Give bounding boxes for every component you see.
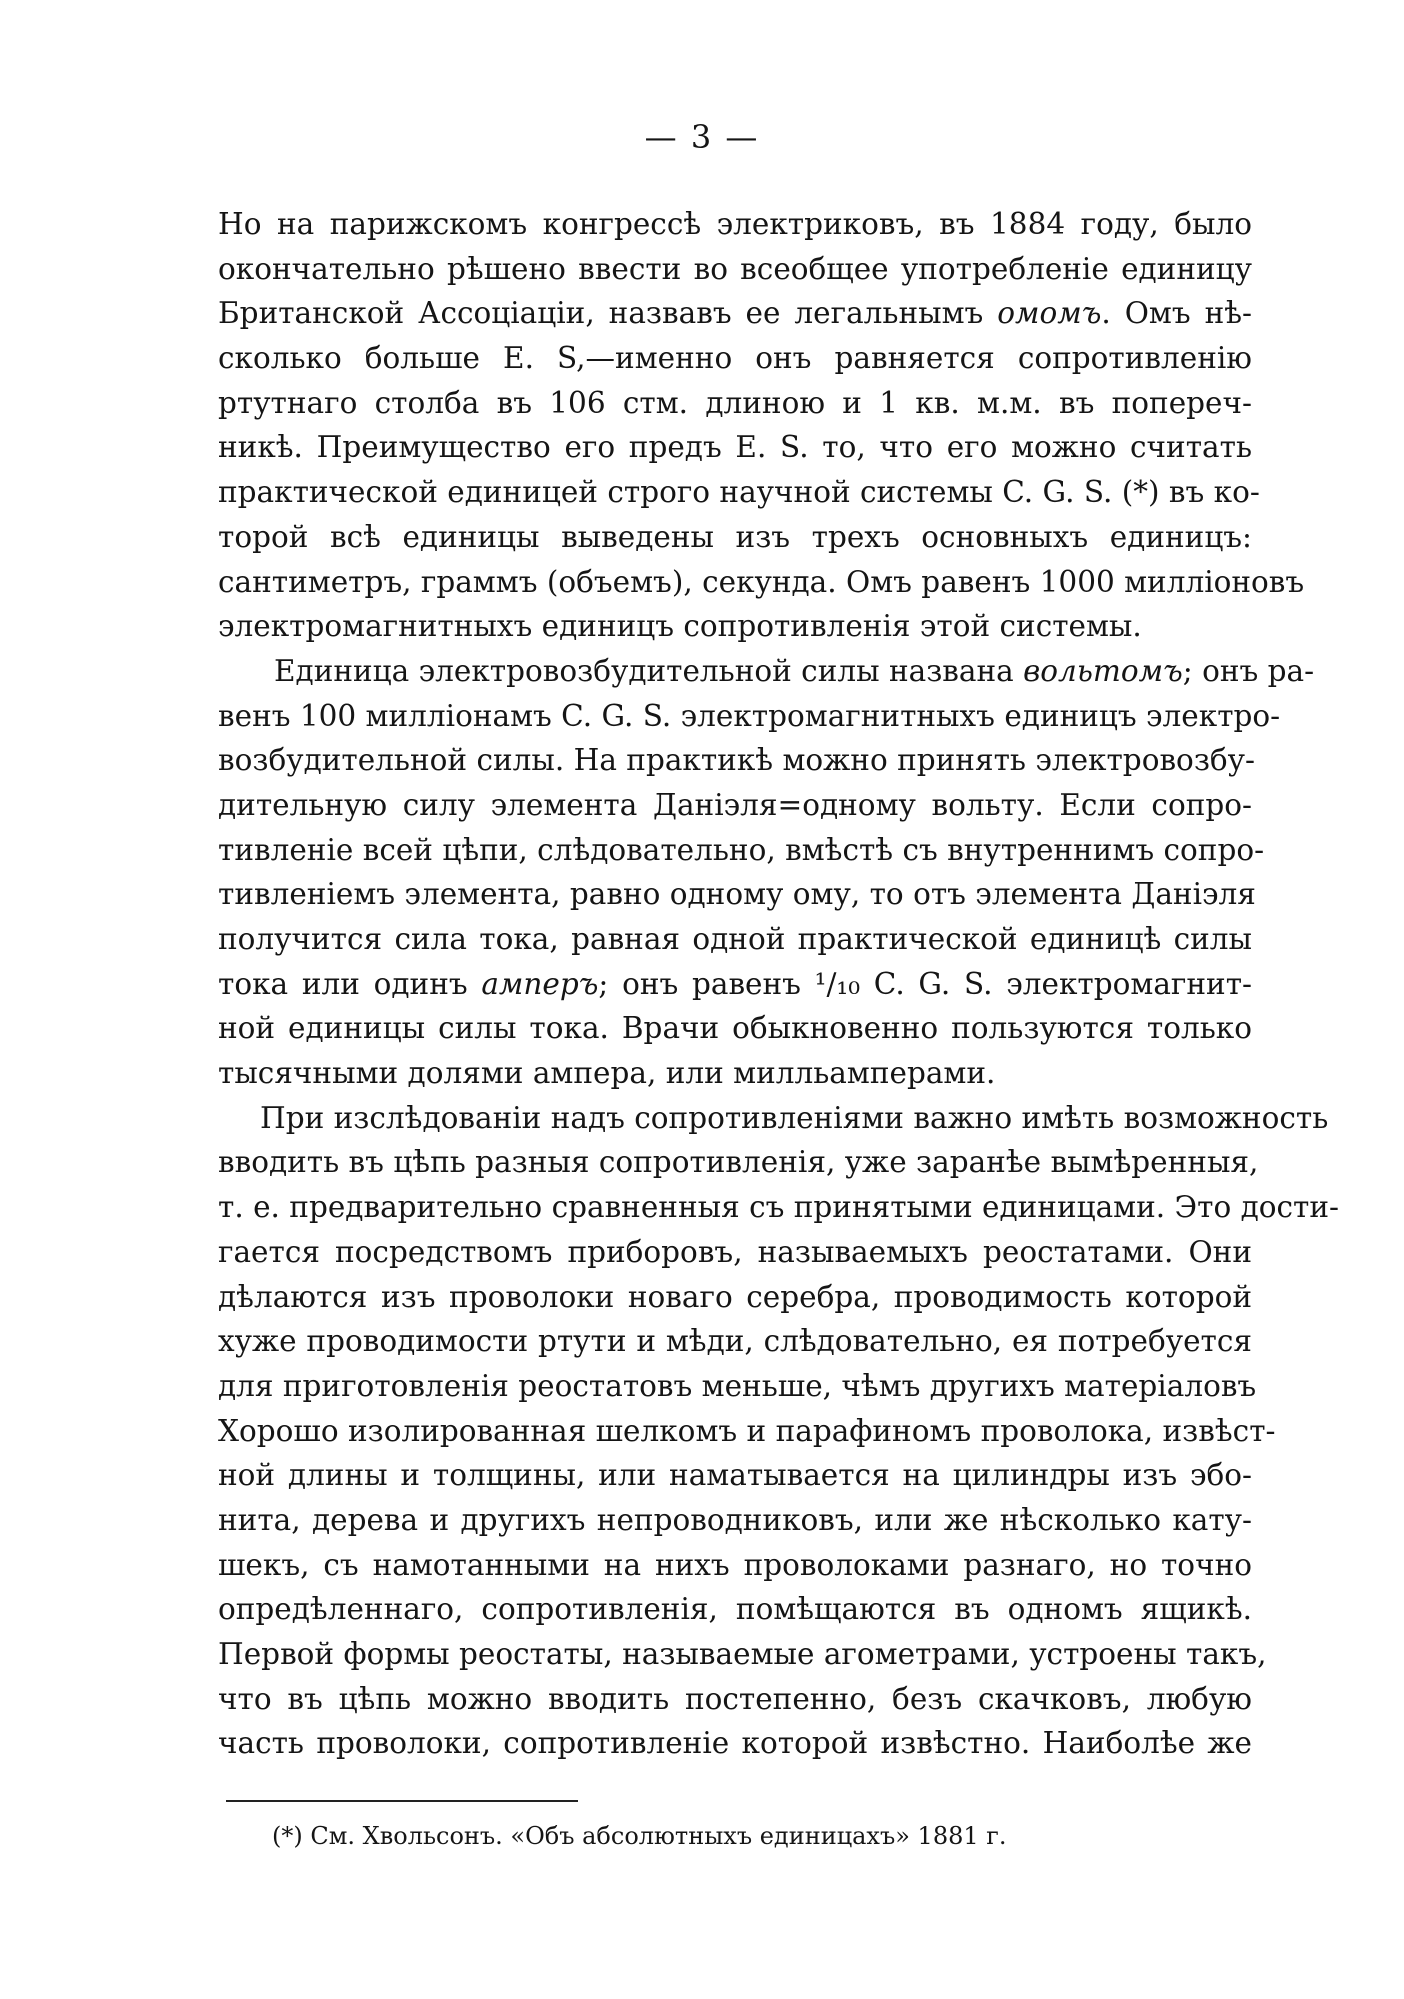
text-fragment: Единица электровозбудительной силы названа xyxy=(274,653,1024,688)
text-line: хуже проводимости ртути и мѣди, слѣдовательно, ея потребуется xyxy=(218,1324,1252,1359)
text-line: Но на парижскомъ конгрессѣ электриковъ, въ 1884 году, было xyxy=(218,207,1252,241)
text-line: опредѣленнаго, сопротивленія, помѣщаются въ одномъ ящикѣ. xyxy=(218,1592,1252,1627)
text-line: тивленіемъ элемента, равно одному ому, то отъ элемента Даніэля xyxy=(218,877,1256,912)
text-line: т. е. предварительно сравненныя съ принятыми единицами. Это дости- xyxy=(218,1190,1339,1225)
text-line: нита, дерева и другихъ непроводниковъ, или же нѣсколько кату- xyxy=(218,1502,1252,1537)
text-line: шекъ, съ намотанными на нихъ проволоками разнаго, но точно xyxy=(218,1547,1252,1582)
text-line: сколько больше E. S,—именно онъ равняется сопротивленію xyxy=(218,341,1252,376)
text-line: часть проволоки, сопротивленіе которой извѣстно. Наиболѣе же xyxy=(218,1726,1252,1761)
text-line: никѣ. Преимущество его предъ E. S. то, что его можно считать xyxy=(218,430,1252,465)
footnote-divider xyxy=(226,1800,578,1802)
text-line: дительную силу элемента Даніэля=одному вольту. Если сопро- xyxy=(218,787,1252,822)
body-text xyxy=(218,202,1339,1766)
text-line: ной единицы силы тока. Врачи обыкновенно пользуются только xyxy=(218,1011,1252,1046)
text-fragment: . Омъ нѣ- xyxy=(1101,296,1253,331)
text-line: что въ цѣпь можно вводить постепенно, безъ скачковъ, любую xyxy=(218,1681,1252,1716)
text-line: торой всѣ единицы выведены изъ трехъ основныхъ единицъ: xyxy=(218,519,1252,554)
text-line xyxy=(218,291,1252,336)
text-line: тивленіе всей цѣпи, слѣдовательно, вмѣстѣ съ внутреннимъ сопро- xyxy=(218,832,1265,867)
text-line: венъ 100 милліонамъ C. G. S. электромагнитныхъ единицъ электро- xyxy=(218,698,1281,733)
text-line: возбудительной силы. На практикѣ можно принять электровозбу- xyxy=(218,743,1255,778)
text-fragment: ; онъ равенъ ¹/₁₀ C. G. S. электромагнит- xyxy=(598,966,1252,1001)
text-line: для приготовленія реостатовъ меньше, чѣмъ другихъ матеріаловъ xyxy=(218,1368,1257,1403)
text-line xyxy=(218,649,1315,694)
text-line: электромагнитныхъ единицъ сопротивленія этой системы. xyxy=(218,609,1142,644)
italic-term: амперъ xyxy=(481,966,599,1001)
text-line: ртутнаго столба въ 106 стм. длиною и 1 кв. м.м. въ попереч- xyxy=(218,385,1252,420)
text-line: вводить въ цѣпь разныя сопротивленія, уже заранѣе вымѣренныя, xyxy=(218,1145,1259,1180)
text-line: тысячными долями ампера, или милльамперами. xyxy=(218,1056,996,1091)
italic-term: омомъ xyxy=(997,296,1102,331)
footnote: (*) См. Хвольсонъ. «Объ абсолютныхъ единицахъ» 1881 г. xyxy=(272,1822,1007,1850)
page-number: — 3 — xyxy=(644,118,760,156)
text-line: практической единицей строго научной системы C. G. S. (*) въ ко- xyxy=(218,475,1260,510)
text-line: При изслѣдованіи надъ сопротивленіями важно имѣть возможность xyxy=(260,1100,1329,1135)
text-line: дѣлаются изъ проволоки новаго серебра, проводимость которой xyxy=(218,1279,1252,1314)
text-line: Хорошо изолированная шелкомъ и парафиномъ проволока, извѣст- xyxy=(218,1413,1276,1448)
text-fragment: ; онъ ра- xyxy=(1182,653,1315,688)
text-line xyxy=(218,962,1252,1007)
text-line: сантиметръ, граммъ (объемъ), секунда. Омъ равенъ 1000 милліоновъ xyxy=(218,564,1305,599)
text-line: Первой формы реостаты, называемые агометрами, устроены такъ, xyxy=(218,1637,1267,1671)
text-line: ной длины и толщины, или наматывается на цилиндры изъ эбо- xyxy=(218,1458,1252,1493)
text-line: получится сила тока, равная одной практической единицѣ силы xyxy=(218,922,1252,956)
text-fragment: Британской Ассоціаціи, назвавъ ее легальнымъ xyxy=(218,296,998,331)
italic-term: вольтомъ xyxy=(1023,653,1183,688)
text-fragment: тока или одинъ xyxy=(218,966,482,1001)
text-line: гается посредствомъ приборовъ, называемыхъ реостатами. Они xyxy=(218,1234,1252,1269)
text-line: окончательно рѣшено ввести во всеобщее употребленіе единицу xyxy=(218,251,1252,286)
